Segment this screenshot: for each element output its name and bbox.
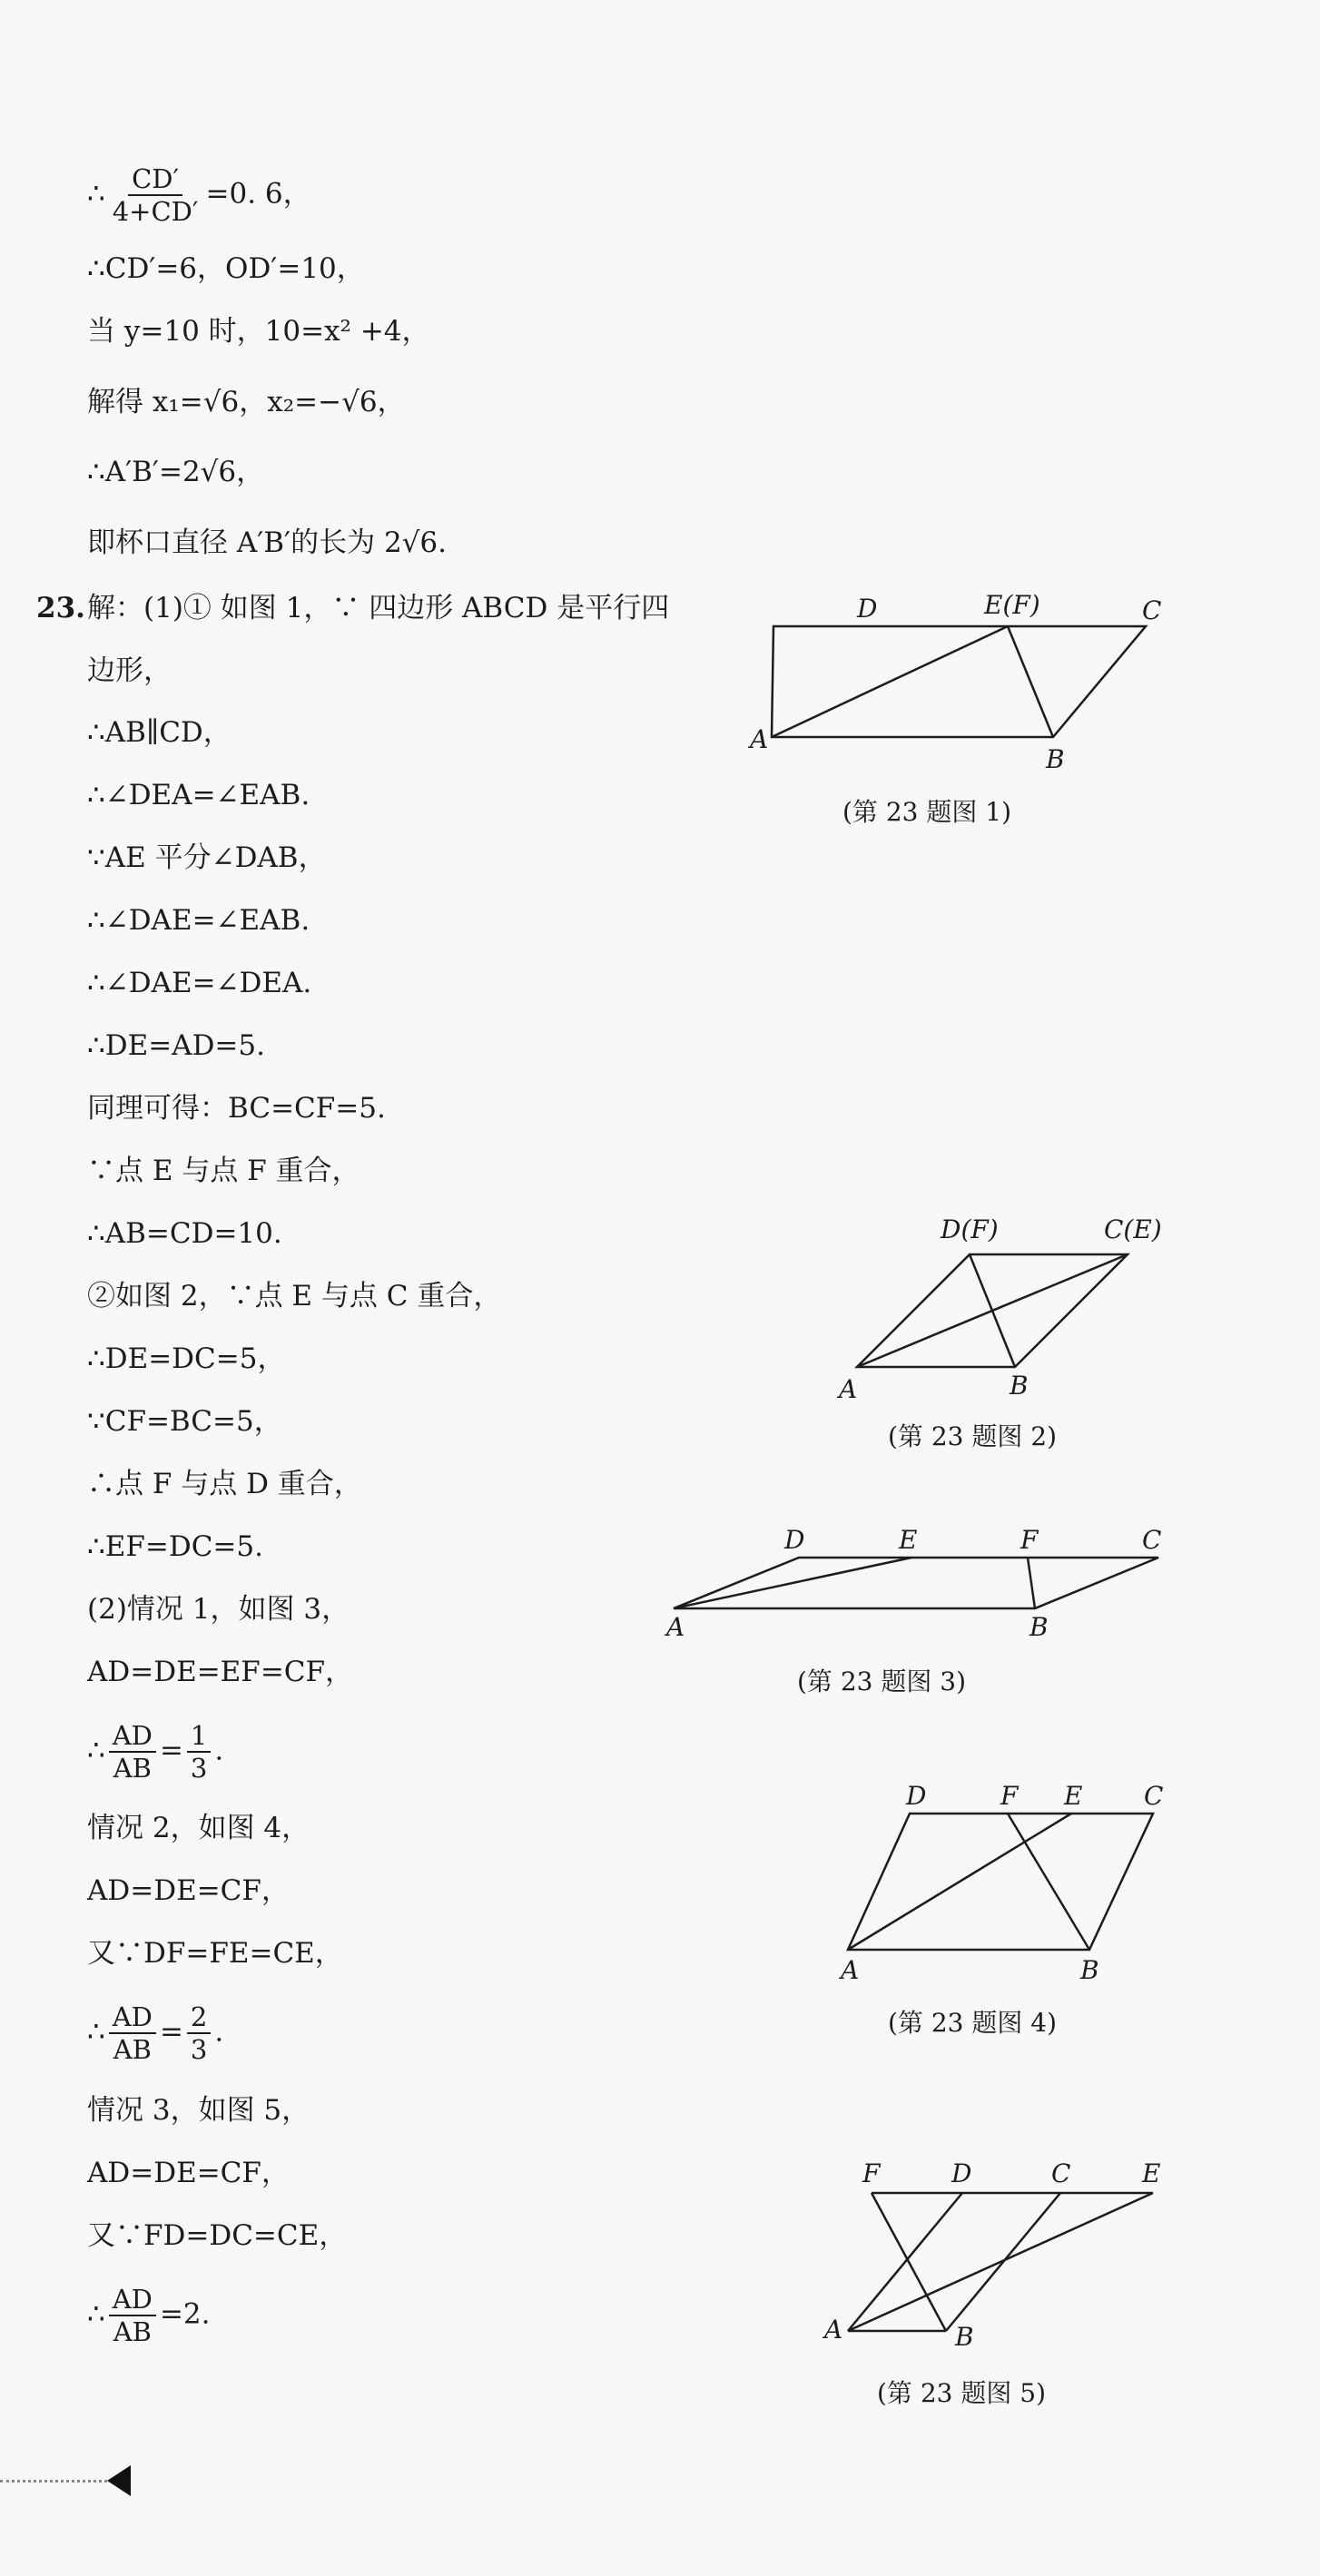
equation-line: 又∵DF=FE=CE， [87, 1937, 343, 1970]
label-b: B [1029, 1612, 1049, 1642]
page-arrow-icon [107, 2465, 131, 2496]
equation-line: ∴DE=AD=5. [87, 1029, 265, 1062]
label-d: D [906, 1781, 927, 1811]
figure-5-caption: (第 23 题图 5) [877, 2378, 1046, 2408]
equation-line: ∴ $\frac{CD'}{4+CD'}$ =0. 6， [87, 163, 311, 227]
equation-line: 解得 x₁=√6，x₂=−√6， [87, 386, 406, 418]
label-b: B [1010, 1371, 1029, 1401]
equation-line: 解：(1)① 如图 1，∵ 四边形 ABCD 是平行四 [87, 592, 670, 624]
fraction: $\frac{AD}{AB}$ [109, 2284, 156, 2347]
equation-line: 情况 3，如图 5， [87, 2094, 310, 2127]
equation-line: ∴CD′=6，OD′=10， [87, 252, 365, 285]
figure-1-caption: (第 23 题图 1) [842, 797, 1011, 827]
label-c: C [1051, 2158, 1071, 2188]
fraction: $\frac{AD}{AB}$ [109, 1720, 156, 1784]
label-b: B [955, 2322, 974, 2352]
label-e: E [899, 1525, 918, 1555]
segment-ad [848, 2193, 962, 2331]
equation-line: ∴A′B′=2√6， [87, 456, 265, 488]
label-b: B [1046, 744, 1065, 774]
label-ce: C(E) [1104, 1214, 1162, 1244]
label-d: D [951, 2158, 972, 2188]
label-b: B [1080, 1955, 1099, 1985]
equation-line: ∴DE=DC=5， [87, 1342, 286, 1375]
equation-line: ∴∠DAE=∠DEA. [87, 967, 312, 999]
segment-bf [872, 2193, 946, 2331]
segment-ae [848, 2193, 1153, 2331]
label-d: D [857, 594, 878, 624]
label-f: F [862, 2158, 881, 2188]
equation-line: ∴AB∥CD， [87, 716, 231, 749]
label-c: C [1144, 1781, 1164, 1811]
fraction: $\frac{AD}{AB}$ [109, 2001, 156, 2065]
figure-3-caption: (第 23 题图 3) [797, 1667, 966, 1696]
figure-4-caption: (第 23 题图 4) [888, 2008, 1057, 2038]
equation-line: ∴EF=DC=5. [87, 1530, 263, 1563]
figure-2-caption: (第 23 题图 2) [888, 1421, 1057, 1451]
footer-dotted-rule [0, 2480, 107, 2483]
label-a: A [841, 1955, 860, 1985]
equation-line: 边形， [87, 654, 172, 687]
fraction: $\frac{2}{3}$ [187, 2001, 211, 2065]
fraction: $\frac{CD'}{4+CD'}$ [112, 163, 199, 227]
equation-line: ∵AE 平分∠DAB， [87, 841, 327, 874]
equation-line: AD=DE=CF， [87, 2157, 290, 2189]
equation-line: ∴∠DEA=∠EAB. [87, 779, 310, 811]
equation-line: 情况 2，如图 4， [87, 1812, 310, 1844]
label-d: D [784, 1525, 805, 1555]
equation-line: ∴ $\frac{AD}{AB}$ =2. [87, 2284, 211, 2347]
label-f: F [1000, 1781, 1019, 1811]
label-df: D(F) [941, 1214, 999, 1244]
equation-line: AD=DE=EF=CF， [87, 1656, 354, 1688]
fraction: $\frac{1}{3}$ [187, 1720, 211, 1784]
equation-line: (2)情况 1，如图 3， [87, 1593, 350, 1626]
equation-line: 同理可得：BC=CF=5. [87, 1092, 386, 1125]
equation-line: ∴∠DAE=∠EAB. [87, 904, 310, 937]
equation-line: 当 y=10 时，10=x² +4， [87, 315, 430, 348]
label-ef: E(F) [984, 590, 1040, 620]
label-e: E [1064, 1781, 1083, 1811]
equation-line: ∵CF=BC=5， [87, 1405, 282, 1438]
label-a: A [750, 724, 769, 754]
label-c: C [1142, 1525, 1162, 1555]
equation-line: ∴AB=CD=10. [87, 1217, 282, 1250]
label-f: F [1020, 1525, 1039, 1555]
equation-line: ∵点 E 与点 F 重合， [87, 1155, 360, 1187]
label-a: A [839, 1374, 858, 1404]
equation-line: ②如图 2，∵点 E 与点 C 重合， [87, 1280, 502, 1313]
question-number: 23. [36, 592, 85, 624]
equation-line: ∴点 F 与点 D 重合， [87, 1468, 362, 1500]
label-a: A [666, 1612, 685, 1642]
equation-line: 即杯口直径 A′B′的长为 2√6. [87, 526, 448, 559]
equation-line: AD=DE=CF， [87, 1874, 290, 1907]
label-a: A [824, 2315, 843, 2345]
label-c: C [1142, 595, 1162, 625]
equation-line: 又∵FD=DC=CE， [87, 2219, 348, 2252]
equation-line: ∴ $\frac{AD}{AB}$ = $\frac{1}{3}$ . [87, 1720, 224, 1784]
label-e: E [1142, 2158, 1161, 2188]
equation-line: ∴ $\frac{AD}{AB}$ = $\frac{2}{3}$ . [87, 2001, 224, 2065]
